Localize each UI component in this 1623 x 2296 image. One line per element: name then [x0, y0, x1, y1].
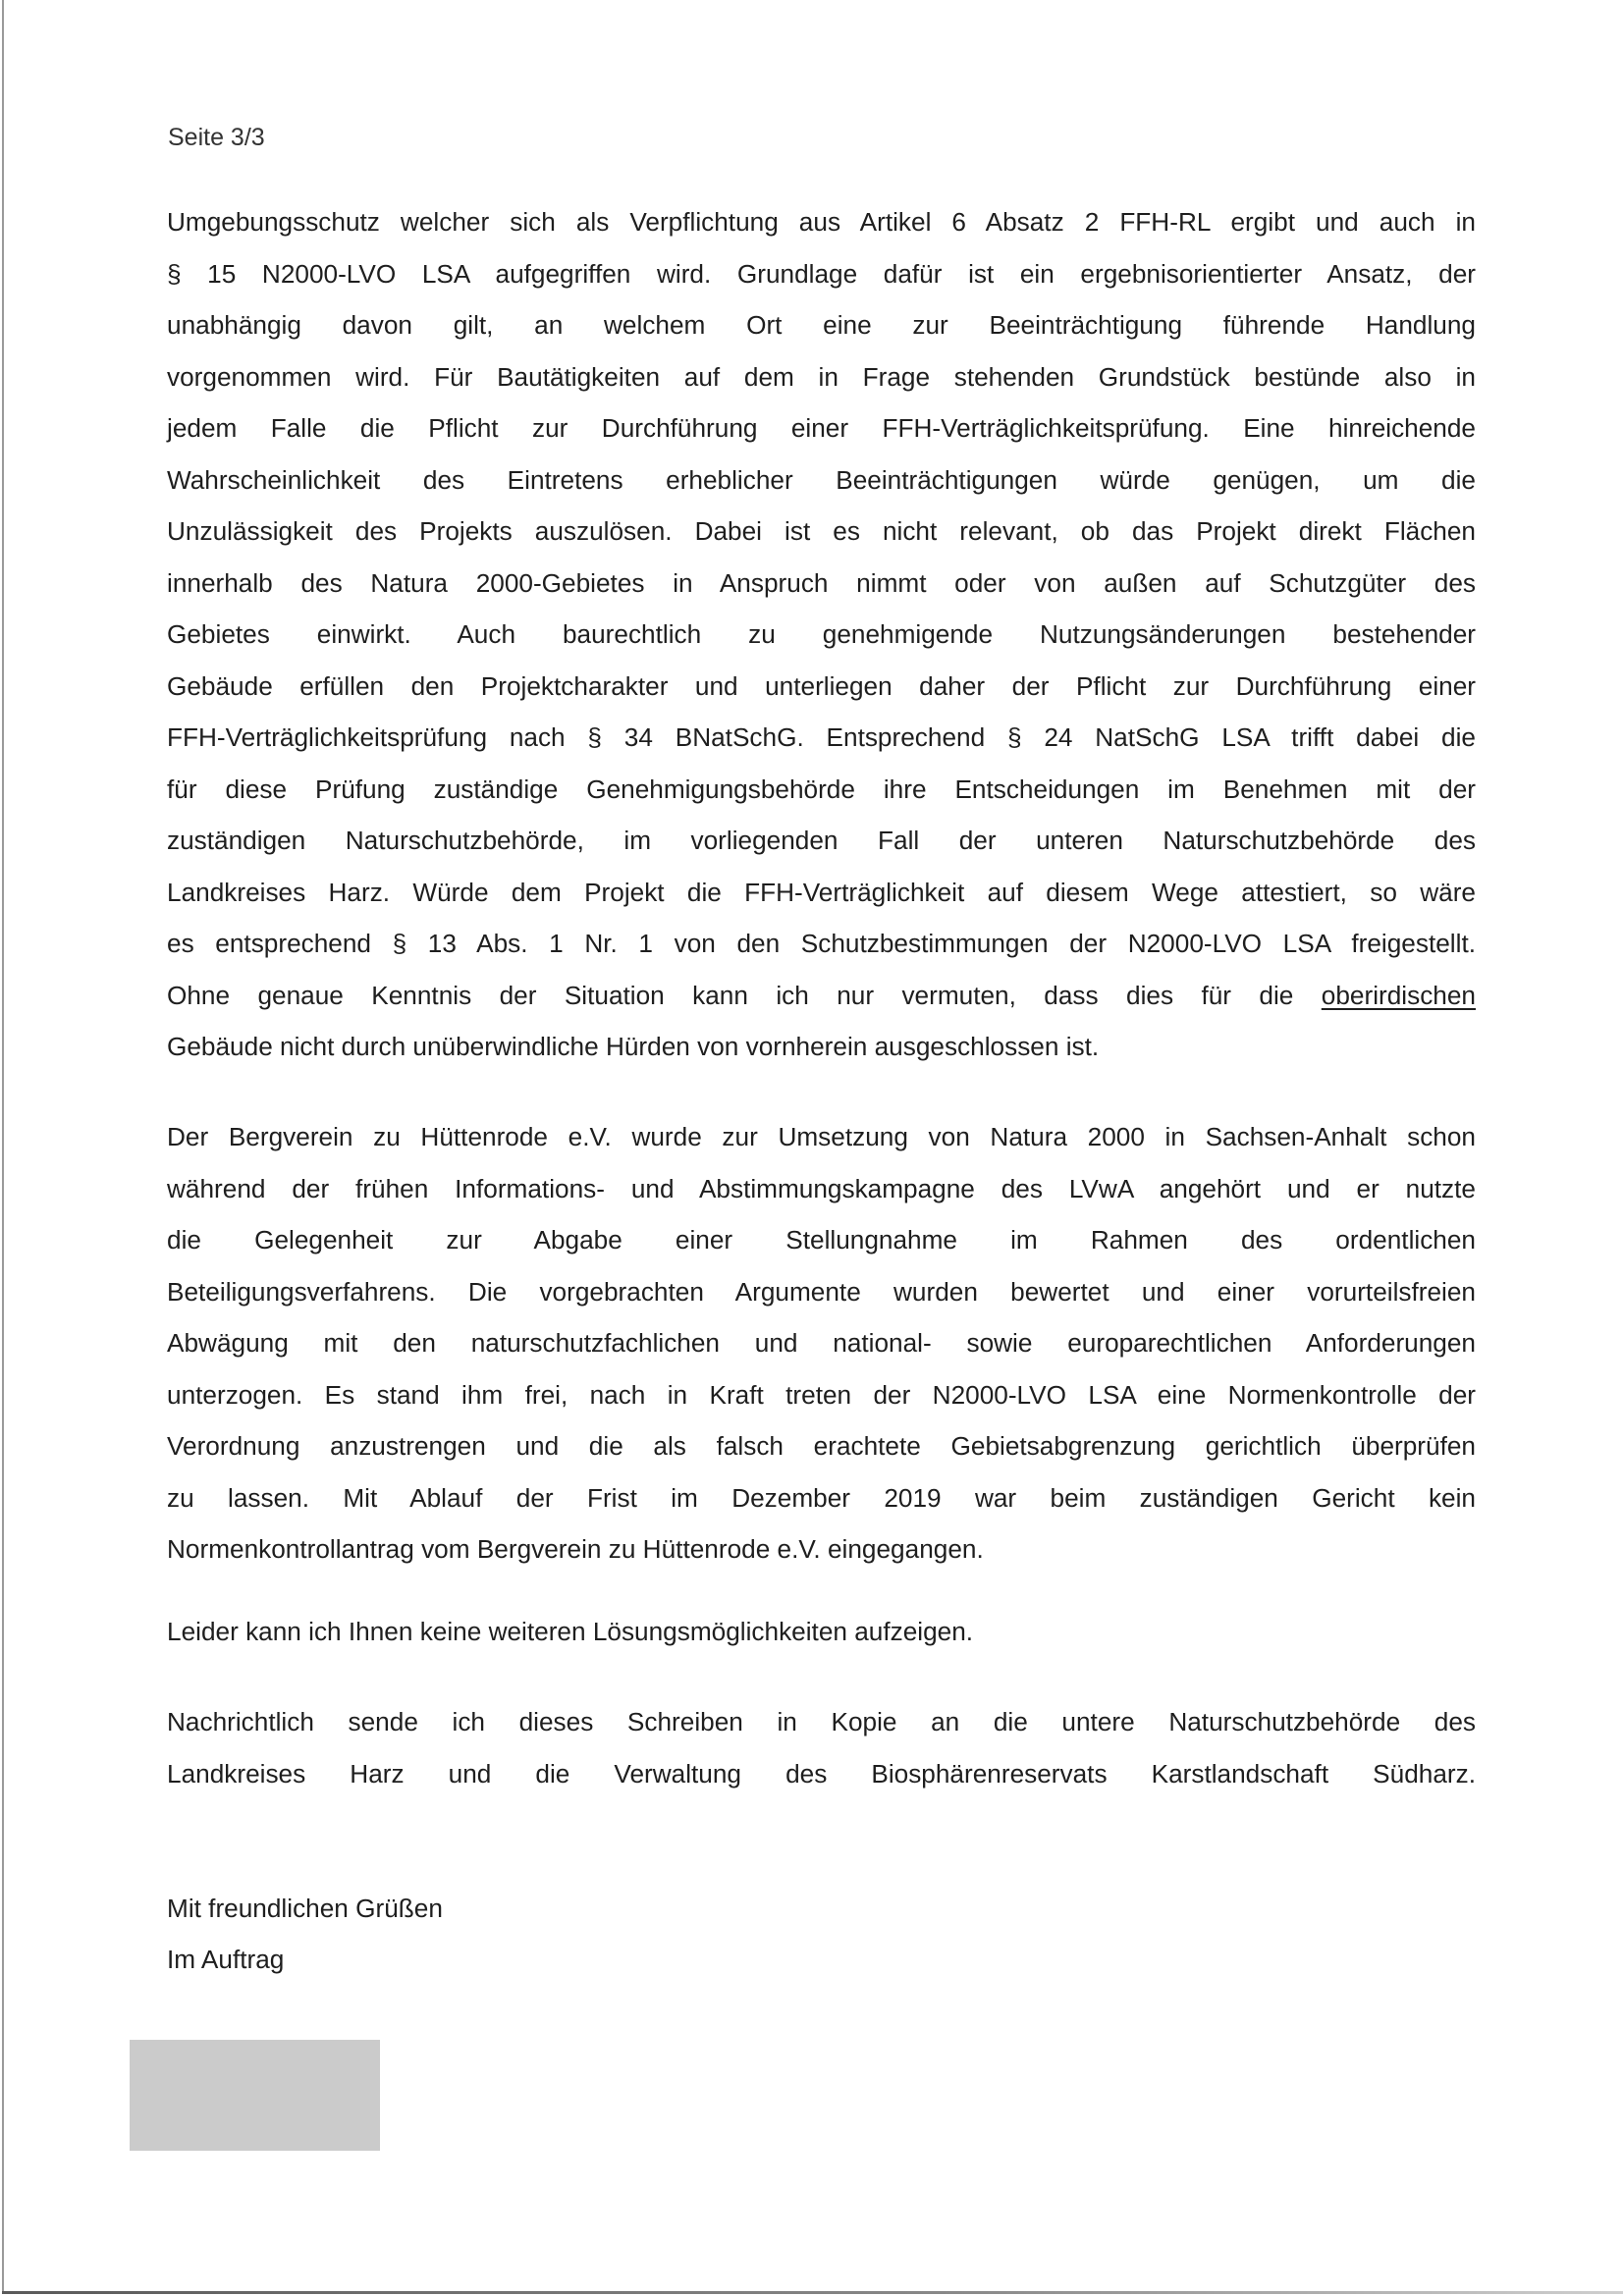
text-line: Beteiligungsverfahrens. Die vorgebrachten Argumente wurden bewertet und einer vorurteilsfreien [167, 1276, 1476, 1307]
text-line: Landkreises Harz und die Verwaltung des Biosphärenreservats Karstlandschaft Südharz. [167, 1758, 1476, 1789]
text-line: Normenkontrollantrag vom Bergverein zu Hüttenrode e.V. eingegangen. [167, 1534, 984, 1564]
text-line: innerhalb des Natura 2000-Gebietes in Anspruch nimmt oder von außen auf Schutzgüter des [167, 567, 1476, 598]
page-border-left [2, 0, 4, 2293]
text-line: Unzulässigkeit des Projekts auszulösen. Dabei ist es nicht relevant, ob das Projekt direkt Flächen [167, 516, 1476, 546]
signature-redaction-box [130, 2040, 380, 2151]
text-line: Gebäude erfüllen den Projektcharakter und unterliegen daher der Pflicht zur Durchführung einer [167, 670, 1476, 701]
text-line: Gebietes einwirkt. Auch baurechtlich zu genehmigende Nutzungsänderungen bestehender [167, 619, 1476, 649]
text-line: während der frühen Informations- und Abstimmungskampagne des LVwA angehört und er nutzte [167, 1173, 1476, 1203]
paragraph-no-solutions [167, 1606, 1476, 1658]
text-line: die Gelegenheit zur Abgabe einer Stellungnahme im Rahmen des ordentlichen [167, 1225, 1476, 1255]
page-border-bottom [2, 2291, 1623, 2294]
paragraph-bergverein [167, 1111, 1476, 1575]
text-line: FFH-Verträglichkeitsprüfung nach § 34 BNatSchG. Entsprechend § 24 NatSchG LSA trifft dabei die [167, 722, 1476, 752]
paragraph-umgebungsschutz [167, 196, 1476, 1073]
text-line: Wahrscheinlichkeit des Eintretens erheblicher Beeinträchtigungen würde genügen, um die [167, 464, 1476, 495]
underlined-word: oberirdischen [1321, 980, 1476, 1010]
text-line-with-underline [167, 970, 1476, 1022]
text-line: zu lassen. Mit Ablauf der Frist im Dezember 2019 war beim zuständigen Gericht kein [167, 1482, 1476, 1513]
text-line: § 15 N2000-LVO LSA aufgegriffen wird. Grundlage dafür ist ein ergebnisorientierter Ansatz, der [167, 258, 1476, 289]
text-line: jedem Falle die Pflicht zur Durchführung einer FFH-Verträglichkeitsprüfung. Eine hinreichende [167, 413, 1476, 443]
text-line: für diese Prüfung zuständige Genehmigungsbehörde ihre Entscheidungen im Benehmen mit der [167, 774, 1476, 804]
text-line: unabhängig davon gilt, an welchem Ort eine zur Beeinträchtigung führende Handlung [167, 310, 1476, 340]
text-line: Landkreises Harz. Würde dem Projekt die FFH-Verträglichkeit auf diesem Wege attestiert, so wäre [167, 877, 1476, 907]
text-line-start: Ohne genaue Kenntnis der Situation kann ich nur vermuten, dass dies für die [167, 980, 1294, 1010]
text-line: zuständigen Naturschutzbehörde, im vorliegenden Fall der unteren Naturschutzbehörde des [167, 826, 1476, 855]
text-line: Leider kann ich Ihnen keine weiteren Lösungsmöglichkeiten aufzeigen. [167, 1617, 974, 1646]
closing-on-behalf: Im Auftrag [167, 1945, 285, 1974]
text-line: Umgebungsschutz welcher sich als Verpflichtung aus Artikel 6 Absatz 2 FFH-RL ergibt und auch in [167, 207, 1476, 237]
text-line: Gebäude nicht durch unüberwindliche Hürden von vornherein ausgeschlossen ist. [167, 1032, 1100, 1061]
closing-greeting: Mit freundlichen Grüßen [167, 1894, 443, 1923]
text-line: Verordnung anzustrengen und die als falsch erachtete Gebietsabgrenzung gerichtlich überprüfen [167, 1431, 1476, 1461]
text-line: Nachrichtlich sende ich dieses Schreiben in Kopie an die untere Naturschutzbehörde des [167, 1707, 1476, 1736]
closing-block [167, 1883, 443, 1985]
paragraph-copy-notice [167, 1696, 1476, 1799]
text-line: es entsprechend § 13 Abs. 1 Nr. 1 von den Schutzbestimmungen der N2000-LVO LSA freigestellt. [167, 929, 1476, 958]
text-line: unterzogen. Es stand ihm frei, nach in Kraft treten der N2000-LVO LSA eine Normenkontrolle der [167, 1379, 1476, 1410]
text-line: Der Bergverein zu Hüttenrode e.V. wurde zur Umsetzung von Natura 2000 in Sachsen-Anhalt schon [167, 1122, 1476, 1151]
page-number: Seite 3/3 [168, 124, 265, 151]
text-line: Abwägung mit den naturschutzfachlichen und national- sowie europarechtlichen Anforderungen [167, 1328, 1476, 1358]
text-line: vorgenommen wird. Für Bautätigkeiten auf dem in Frage stehenden Grundstück bestünde also in [167, 361, 1476, 392]
